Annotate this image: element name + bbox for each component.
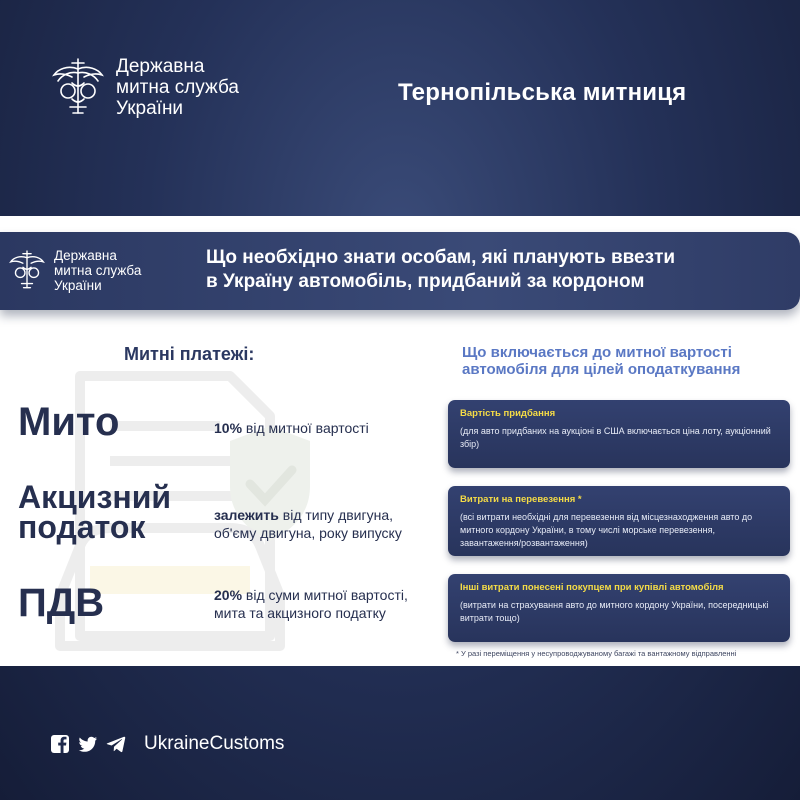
- org-name: [116, 56, 239, 119]
- twitter-icon[interactable]: [78, 734, 98, 754]
- payment-desc-line: об'єму двигуна, року випуску: [214, 525, 402, 541]
- title-banner: [0, 232, 800, 310]
- banner-org-name: [54, 248, 141, 293]
- office-title: Тернопільська митниця: [398, 79, 687, 106]
- payment-desc-line: [214, 506, 402, 524]
- facebook-icon[interactable]: [50, 734, 70, 754]
- payment-name-vat: [18, 582, 104, 624]
- banner-org-name-line: митна служба: [54, 262, 142, 278]
- org-name-line: Державна: [116, 55, 205, 77]
- info-card-title: Витрати на перевезення *: [460, 494, 582, 505]
- social-bar: [50, 733, 284, 755]
- payment-desc-rest: від митної вартості: [242, 420, 369, 436]
- included-heading-line: Що включається до митної вартості: [462, 344, 732, 361]
- banner-title: [206, 246, 786, 294]
- payment-desc-bold: 10%: [214, 420, 243, 436]
- payment-desc-rest: від суми митної вартості,: [242, 587, 408, 603]
- customs-emblem-icon: [8, 246, 46, 294]
- payment-desc-bold: 20%: [214, 587, 243, 603]
- payments-heading: Митні платежі:: [124, 344, 255, 364]
- social-handle[interactable]: UkraineCustoms: [144, 733, 285, 754]
- payment-desc-line: [214, 419, 369, 437]
- banner-title-line: Що необхідно знати особам, які планують ввезти: [206, 247, 676, 268]
- payment-name-excise: [18, 479, 172, 545]
- infographic-panel: [0, 216, 800, 666]
- included-heading-line: автомобіля для цілей оподаткування: [462, 361, 741, 378]
- payment-desc-duty: [214, 419, 369, 437]
- payment-name-duty: [18, 401, 119, 443]
- banner-title-line: в Україну автомобіль, придбаний за кордоном: [206, 271, 645, 292]
- payment-name-line: Мито: [18, 400, 120, 444]
- telegram-icon[interactable]: [106, 734, 126, 754]
- payment-desc-bold: залежить: [214, 507, 279, 523]
- banner-org-name-line: Державна: [54, 247, 117, 263]
- included-heading: [462, 344, 782, 378]
- info-card-title: Вартість придбання: [460, 408, 556, 419]
- payment-desc-vat: [214, 586, 408, 622]
- footnote: * У разі переміщення у несупроводжуваному багажі та вантажному відправленні: [456, 649, 737, 658]
- info-card-title: Інші витрати понесені покупцем при купівлі автомобіля: [460, 582, 724, 593]
- banner-logo: [8, 246, 141, 294]
- org-logo: [50, 55, 239, 119]
- info-card-text: (всі витрати необхідні для перевезення від місцезнаходження авто до митного кордону України, в тому числі морське перевезення, завантаження/розвантаження): [460, 512, 753, 548]
- payment-name-line: податок: [18, 509, 146, 545]
- info-card-text: (для авто придбаних на аукціоні в США включається ціна лоту, аукціонний збір): [460, 426, 771, 449]
- org-name-line: митна служба: [116, 76, 239, 98]
- top-header: [0, 0, 800, 215]
- payment-name-line: Акцизний: [18, 479, 172, 515]
- customs-emblem-icon: [50, 55, 106, 119]
- payment-name-line: ПДВ: [18, 581, 105, 625]
- info-card-other-costs: [448, 574, 790, 642]
- payment-desc-line: мита та акцизного податку: [214, 605, 386, 621]
- info-card-transport-costs: [448, 486, 790, 556]
- info-card-purchase-cost: [448, 400, 790, 468]
- info-card-text: (витрати на страхування авто до митного кордону України, посередницькі витрати тощо): [460, 600, 769, 623]
- banner-org-name-line: України: [54, 277, 102, 293]
- payment-desc-excise: [214, 506, 402, 542]
- payment-desc-line: [214, 586, 408, 604]
- payment-desc-rest: від типу двигуна,: [278, 507, 394, 523]
- org-name-line: України: [116, 97, 184, 119]
